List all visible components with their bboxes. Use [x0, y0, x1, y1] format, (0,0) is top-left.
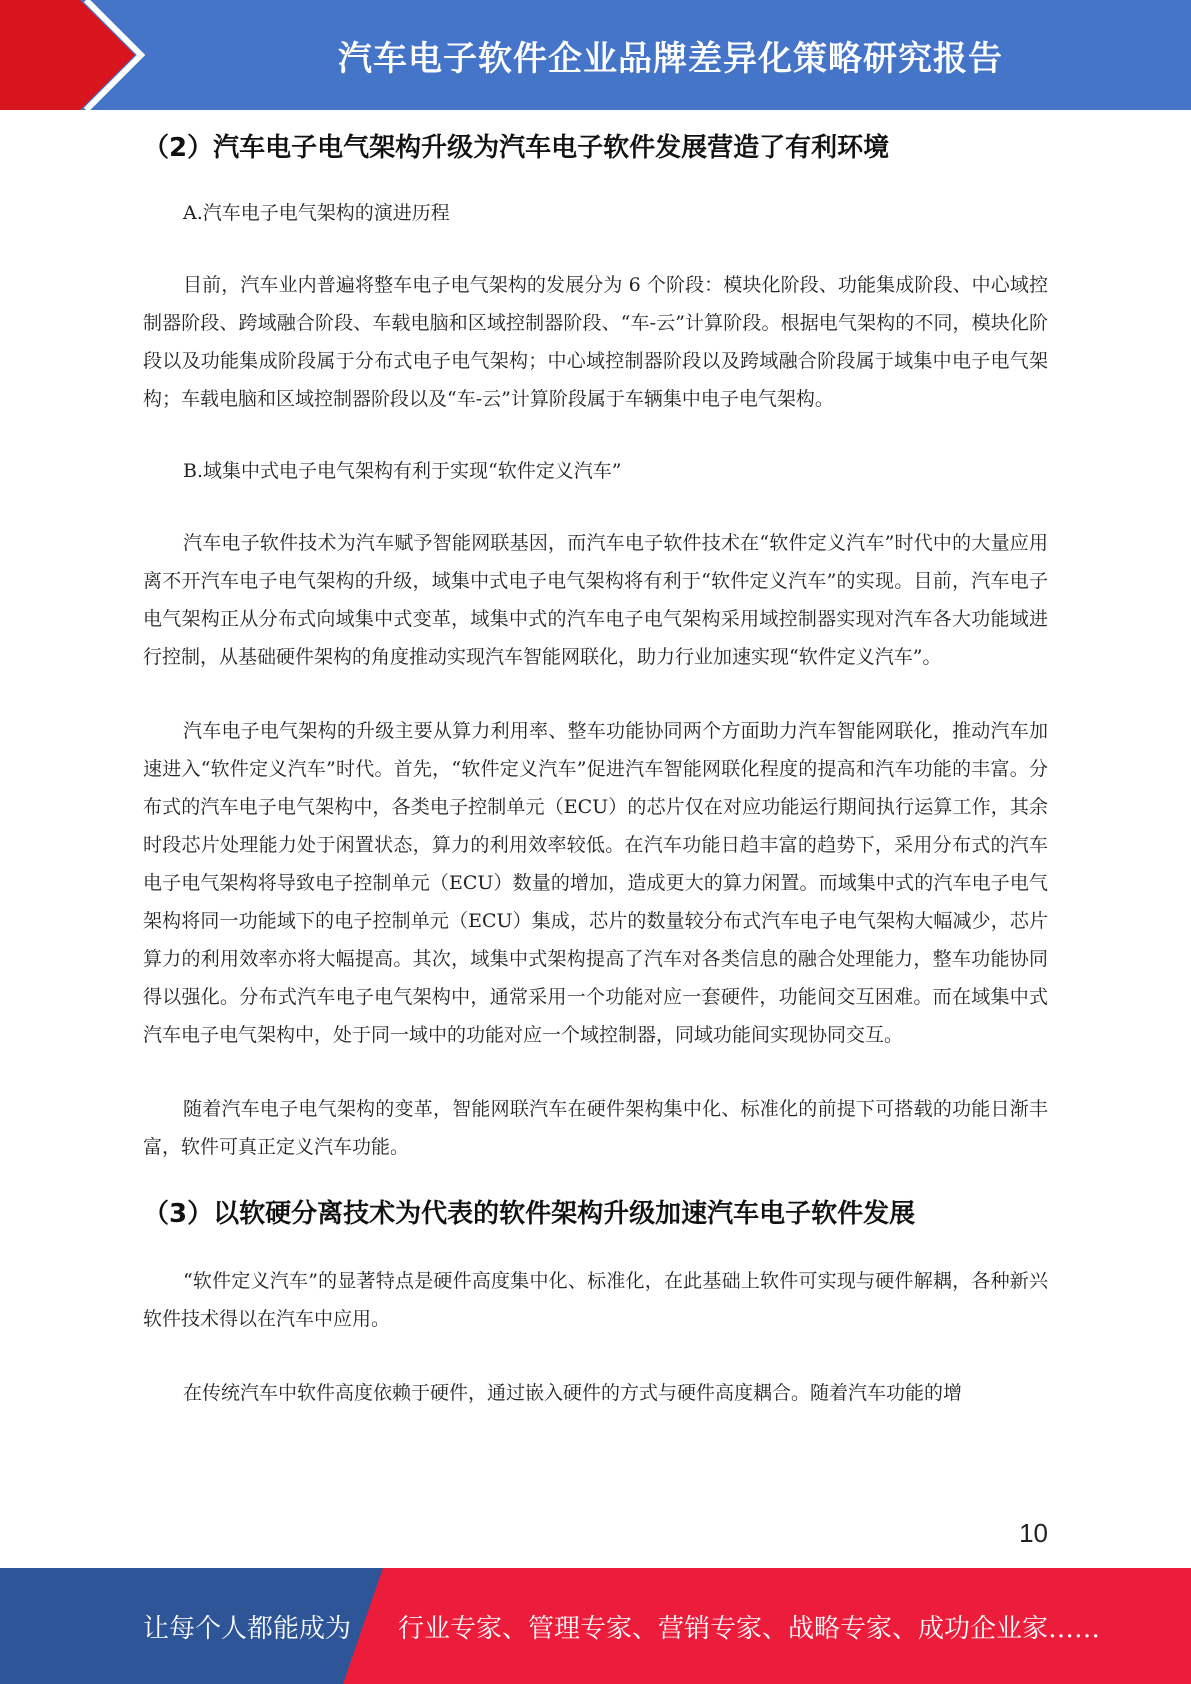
footer-slogan-left: 让每个人都能成为	[143, 1613, 352, 1644]
page-footer	[0, 1568, 1191, 1684]
page-content	[143, 128, 1048, 1412]
report-title: 汽车电子软件企业品牌差异化策略研究报告	[338, 38, 1003, 79]
section-2-heading: （2）汽车电子电气架构升级为汽车电子软件发展营造了有利环境	[143, 133, 890, 163]
paragraph-b1: 汽车电子软件技术为汽车赋予智能网联基因，而汽车电子软件技术在“软件定义汽车”时代中的大量应用离不开汽车电子电气架构的升级，域集中式电子电气架构将有利于“软件定义汽车”的实现。目前，汽车电子电气架构正从分布式向域集中式变革，域集中式的汽车电子电气架构采用域控制器实现对汽车各大功能域进行控制，从基础硬件架构的角度推动实现汽车智能网联化，助力行业加速实现“软件定义汽车”。	[143, 532, 1048, 668]
subsection-b-heading: B.域集中式电子电气架构有利于实现“软件定义汽车”	[183, 460, 622, 482]
header-arrow-decoration	[0, 0, 150, 110]
footer-slogan-right: 行业专家、管理专家、营销专家、战略专家、成功企业家……	[398, 1613, 1101, 1644]
page-number: 10	[1019, 1518, 1048, 1548]
paragraph-b2: 汽车电子电气架构的升级主要从算力利用率、整车功能协同两个方面助力汽车智能网联化，推动汽车加速进入“软件定义汽车”时代。首先，“软件定义汽车”促进汽车智能网联化程度的提高和汽车功能的丰富。分布式的汽车电子电气架构中，各类电子控制单元（ECU）的芯片仅在对应功能运行期间执行运算工作，其余时段芯片处理能力处于闲置状态，算力的利用效率较低。在汽车功能日趋丰富的趋势下，采用分布式的汽车电子电气架构将导致电子控制单元（ECU）数量的增加，造成更大的算力闲置。而域集中式的汽车电子电气架构将同一功能域下的电子控制单元（ECU）集成，芯片的数量较分布式汽车电子电气架构大幅减少，芯片算力的利用效率亦将大幅提高。其次，域集中式架构提高了汽车对各类信息的融合处理能力，整车功能协同得以强化。分布式汽车电子电气架构中，通常采用一个功能对应一套硬件，功能间交互困难。而在域集中式汽车电子电气架构中，处于同一域中的功能对应一个域控制器，同域功能间实现协同交互。	[143, 720, 1048, 1046]
page-header	[0, 0, 1191, 110]
paragraph-3-2: 在传统汽车中软件高度依赖于硬件，通过嵌入硬件的方式与硬件高度耦合。随着汽车功能的增	[183, 1382, 963, 1404]
paragraph-3-1: “软件定义汽车”的显著特点是硬件高度集中化、标准化，在此基础上软件可实现与硬件解耦，各种新兴软件技术得以在汽车中应用。	[143, 1270, 1048, 1330]
subsection-a-heading: A.汽车电子电气架构的演进历程	[183, 202, 450, 224]
paragraph-a: 目前，汽车业内普遍将整车电子电气架构的发展分为 6 个阶段：模块化阶段、功能集成阶段、中心域控制器阶段、跨域融合阶段、车载电脑和区域控制器阶段、“车-云”计算阶段。根据电气架构的不同，模块化阶段以及功能集成阶段属于分布式电子电气架构；中心域控制器阶段以及跨域融合阶段属于域集中电子电气架构；车载电脑和区域控制器阶段以及“车-云”计算阶段属于车辆集中电子电气架构。	[143, 274, 1048, 410]
paragraph-b3: 随着汽车电子电气架构的变革，智能网联汽车在硬件架构集中化、标准化的前提下可搭载的功能日渐丰富，软件可真正定义汽车功能。	[143, 1098, 1048, 1158]
section-3-heading: （3）以软硬分离技术为代表的软件架构升级加速汽车电子软件发展	[143, 1199, 916, 1229]
